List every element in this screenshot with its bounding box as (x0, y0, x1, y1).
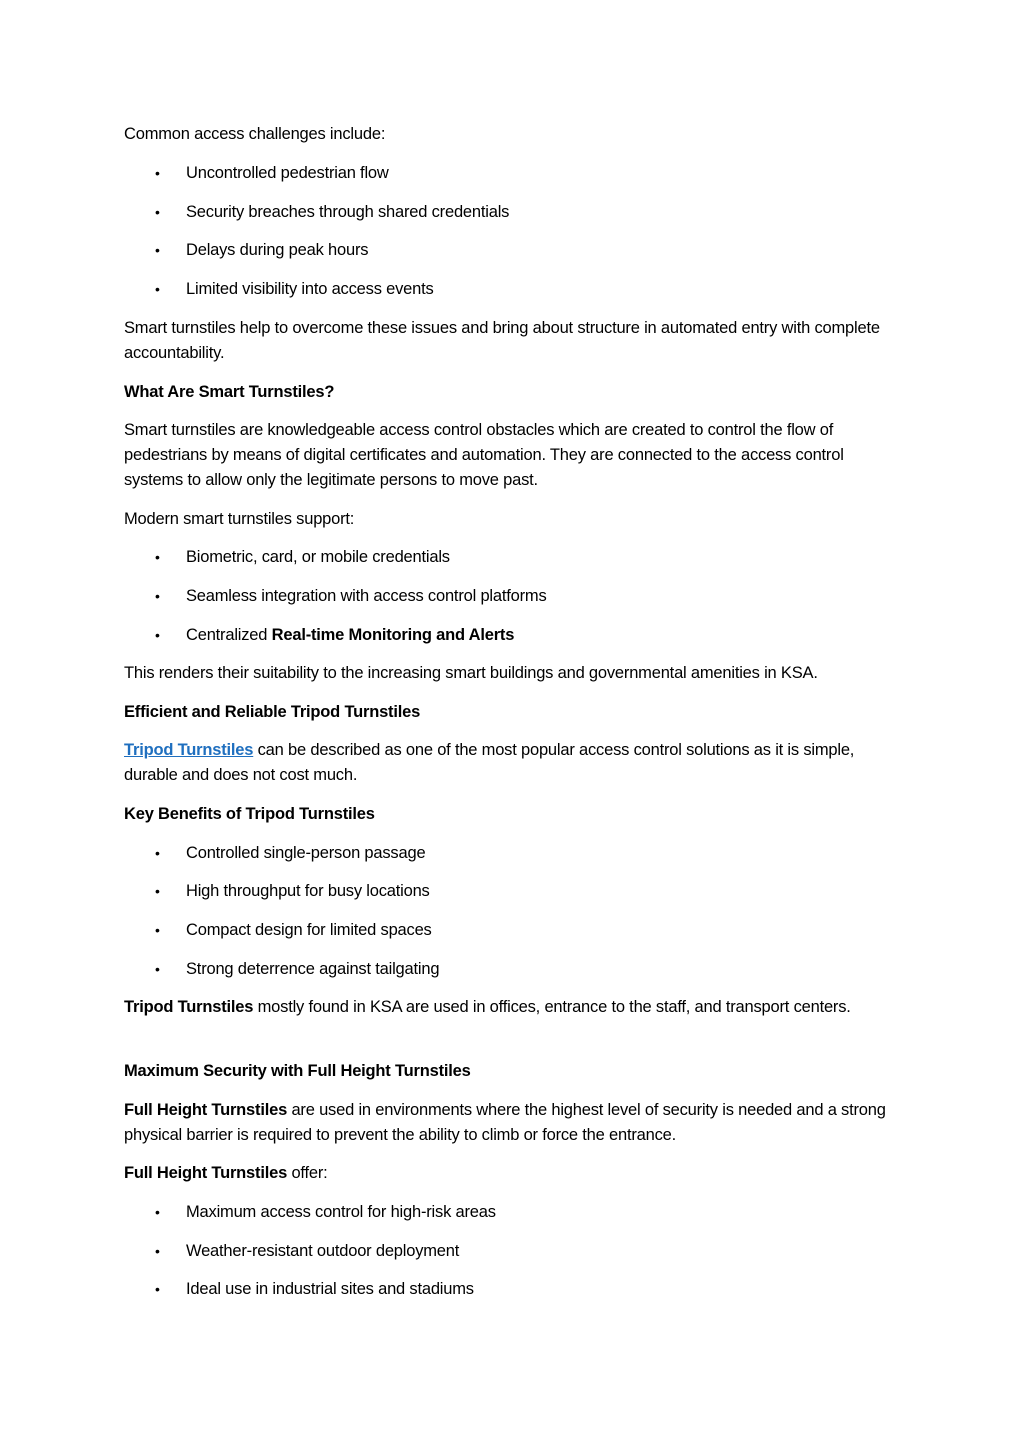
challenges-summary: Smart turnstiles help to overcome these issues and bring about structure in automated entry with complete accountability. (124, 319, 880, 362)
bold-term: Real-time Monitoring and Alerts (271, 626, 515, 644)
section-conclusion: This renders their suitability to the increasing smart buildings and governmental amenities in KSA. (124, 664, 818, 682)
section-subheading: Key Benefits of Tripod Turnstiles (124, 805, 375, 823)
bullet-icon: • (155, 549, 160, 565)
bullet-icon: • (155, 961, 160, 977)
bullet-icon: • (155, 588, 160, 604)
intro-text: Common access challenges include: (124, 125, 386, 143)
offer-intro: Full Height Turnstiles offer: (124, 1164, 328, 1182)
bullet-icon: • (155, 281, 160, 297)
section-heading: Maximum Security with Full Height Turnstiles (124, 1062, 471, 1080)
section-paragraph: Full Height Turnstiles are used in environments where the highest level of security is needed and a strong physical barrier is required to prevent the ability to climb or force the entrance. (124, 1101, 886, 1144)
section-heading: Efficient and Reliable Tripod Turnstiles (124, 703, 421, 721)
support-intro: Modern smart turnstiles support: (124, 510, 355, 528)
section-paragraph: Tripod Turnstiles mostly found in KSA are used in offices, entrance to the staff, and transport centers. (124, 998, 851, 1016)
bullet-icon: • (155, 845, 160, 861)
bullet-icon: • (155, 883, 160, 899)
section-heading: What Are Smart Turnstiles? (124, 383, 335, 401)
bullet-icon: • (155, 1281, 160, 1297)
section-paragraph: Tripod Turnstiles can be described as one of the most popular access control solutions as it is simple, durable and does not cost much. (124, 741, 855, 784)
bullet-icon: • (155, 204, 160, 220)
bullet-icon: • (155, 165, 160, 181)
tripod-turnstiles-link[interactable]: Tripod Turnstiles (124, 741, 254, 759)
bullet-icon: • (155, 1243, 160, 1259)
section-paragraph: Smart turnstiles are knowledgeable access control obstacles which are created to control the flow of pedestrians by means of digital certificates and automation. They are connected to the access control systems to allow only the legitimate persons to move past. (124, 421, 844, 489)
bullet-icon: • (155, 922, 160, 938)
bullet-icon: • (155, 627, 160, 643)
bullet-icon: • (155, 242, 160, 258)
bullet-icon: • (155, 1204, 160, 1220)
